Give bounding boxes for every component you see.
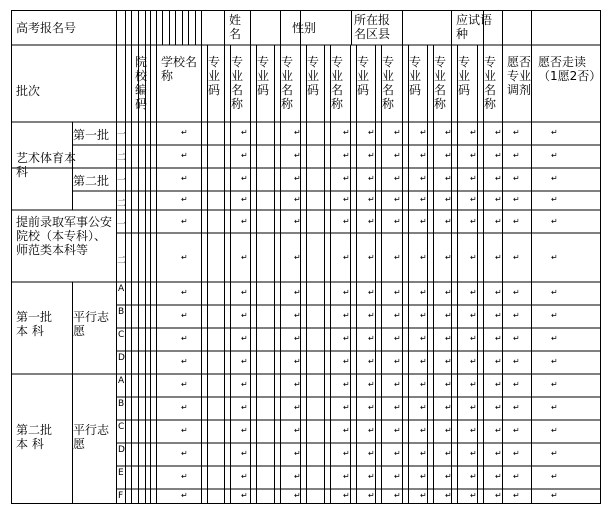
paragraph-mark: ↵ bbox=[445, 128, 452, 137]
paragraph-mark: ↵ bbox=[241, 491, 248, 500]
county-label: 所在报名区县 bbox=[354, 13, 391, 41]
paragraph-mark: ↵ bbox=[368, 151, 375, 160]
paragraph-mark: ↵ bbox=[394, 403, 401, 412]
paragraph-mark: ↵ bbox=[181, 174, 188, 183]
paragraph-mark: ↵ bbox=[241, 195, 248, 204]
paragraph-mark: ↵ bbox=[495, 449, 502, 458]
paragraph-mark: ↵ bbox=[470, 426, 477, 435]
paragraph-mark: ↵ bbox=[445, 426, 452, 435]
choice-letter: A bbox=[118, 376, 125, 386]
paragraph-mark: ↵ bbox=[294, 288, 301, 297]
paragraph-mark: ↵ bbox=[343, 311, 350, 320]
paragraph-mark: ↵ bbox=[394, 491, 401, 500]
choice-letter: B bbox=[118, 307, 125, 317]
paragraph-mark: ↵ bbox=[394, 426, 401, 435]
paragraph-mark: ↵ bbox=[495, 357, 502, 366]
paragraph-mark: ↵ bbox=[513, 449, 520, 458]
paragraph-mark: ↵ bbox=[181, 491, 188, 500]
paragraph-mark: ↵ bbox=[294, 472, 301, 481]
paragraph-mark: ↵ bbox=[294, 174, 301, 183]
paragraph-mark: ↵ bbox=[445, 357, 452, 366]
paragraph-mark: ↵ bbox=[470, 334, 477, 343]
paragraph-mark: ↵ bbox=[181, 217, 188, 226]
paragraph-mark: ↵ bbox=[343, 195, 350, 204]
paragraph-mark: ↵ bbox=[181, 288, 188, 297]
row-one: 一 bbox=[117, 130, 127, 140]
paragraph-mark: ↵ bbox=[368, 449, 375, 458]
paragraph-mark: ↵ bbox=[294, 128, 301, 137]
paragraph-mark: ↵ bbox=[420, 449, 427, 458]
paragraph-mark: ↵ bbox=[343, 472, 350, 481]
paragraph-mark: ↵ bbox=[551, 403, 558, 412]
paragraph-mark: ↵ bbox=[495, 195, 502, 204]
paragraph-mark: ↵ bbox=[513, 403, 520, 412]
paragraph-mark: ↵ bbox=[368, 217, 375, 226]
paragraph-mark: ↵ bbox=[181, 151, 188, 160]
paragraph-mark: ↵ bbox=[495, 311, 502, 320]
paragraph-mark: ↵ bbox=[294, 151, 301, 160]
paragraph-mark: ↵ bbox=[495, 288, 502, 297]
paragraph-mark: ↵ bbox=[368, 253, 375, 262]
major-code-header: 专业码 bbox=[458, 55, 471, 97]
paragraph-mark: ↵ bbox=[394, 449, 401, 458]
choice-letter: E bbox=[118, 468, 124, 478]
major-name-header: 专业名称 bbox=[382, 55, 395, 111]
paragraph-mark: ↵ bbox=[241, 334, 248, 343]
batch2-undergrad-label: 第二批 本 科 bbox=[16, 423, 53, 451]
paragraph-mark: ↵ bbox=[551, 449, 558, 458]
major-name-header: 专业名称 bbox=[281, 55, 294, 111]
paragraph-mark: ↵ bbox=[551, 217, 558, 226]
paragraph-mark: ↵ bbox=[551, 288, 558, 297]
paragraph-mark: ↵ bbox=[551, 195, 558, 204]
paragraph-mark: ↵ bbox=[495, 334, 502, 343]
paragraph-mark: ↵ bbox=[551, 151, 558, 160]
choice-letter: C bbox=[118, 330, 125, 340]
paragraph-mark: ↵ bbox=[420, 311, 427, 320]
paragraph-mark: ↵ bbox=[394, 288, 401, 297]
row-one: 一 bbox=[117, 220, 127, 230]
paragraph-mark: ↵ bbox=[445, 217, 452, 226]
major-code-header: 专业码 bbox=[357, 55, 370, 97]
paragraph-mark: ↵ bbox=[513, 357, 520, 366]
paragraph-mark: ↵ bbox=[394, 195, 401, 204]
paragraph-mark: ↵ bbox=[420, 128, 427, 137]
paragraph-mark: ↵ bbox=[420, 380, 427, 389]
paragraph-mark: ↵ bbox=[445, 472, 452, 481]
paragraph-mark: ↵ bbox=[294, 426, 301, 435]
paragraph-mark: ↵ bbox=[241, 151, 248, 160]
paragraph-mark: ↵ bbox=[551, 472, 558, 481]
choice-letter: D bbox=[118, 445, 125, 455]
paragraph-mark: ↵ bbox=[181, 195, 188, 204]
paragraph-mark: ↵ bbox=[470, 311, 477, 320]
paragraph-mark: ↵ bbox=[551, 426, 558, 435]
paragraph-mark: ↵ bbox=[241, 288, 248, 297]
paragraph-mark: ↵ bbox=[495, 217, 502, 226]
paragraph-mark: ↵ bbox=[513, 426, 520, 435]
paragraph-mark: ↵ bbox=[513, 151, 520, 160]
paragraph-mark: ↵ bbox=[241, 472, 248, 481]
paragraph-mark: ↵ bbox=[513, 195, 520, 204]
paragraph-mark: ↵ bbox=[470, 288, 477, 297]
paragraph-mark: ↵ bbox=[420, 253, 427, 262]
paragraph-mark: ↵ bbox=[394, 357, 401, 366]
paragraph-mark: ↵ bbox=[445, 288, 452, 297]
paragraph-mark: ↵ bbox=[513, 472, 520, 481]
paragraph-mark: ↵ bbox=[343, 288, 350, 297]
paragraph-mark: ↵ bbox=[294, 357, 301, 366]
application-form-table bbox=[11, 10, 601, 504]
paragraph-mark: ↵ bbox=[181, 472, 188, 481]
major-name-header: 专业名称 bbox=[331, 55, 344, 111]
major-code-header: 专业码 bbox=[208, 55, 221, 97]
paragraph-mark: ↵ bbox=[470, 380, 477, 389]
paragraph-mark: ↵ bbox=[343, 128, 350, 137]
paragraph-mark: ↵ bbox=[343, 380, 350, 389]
major-code-header: 专业码 bbox=[307, 55, 320, 97]
major-code-header: 专业码 bbox=[409, 55, 422, 97]
paragraph-mark: ↵ bbox=[551, 357, 558, 366]
paragraph-mark: ↵ bbox=[294, 253, 301, 262]
paragraph-mark: ↵ bbox=[470, 472, 477, 481]
paragraph-mark: ↵ bbox=[181, 380, 188, 389]
paragraph-mark: ↵ bbox=[470, 128, 477, 137]
paragraph-mark: ↵ bbox=[495, 128, 502, 137]
paragraph-mark: ↵ bbox=[368, 472, 375, 481]
paragraph-mark: ↵ bbox=[445, 380, 452, 389]
paragraph-mark: ↵ bbox=[394, 472, 401, 481]
paragraph-mark: ↵ bbox=[241, 426, 248, 435]
choice-letter: F bbox=[118, 491, 124, 501]
college-code-header: 院校编码 bbox=[135, 55, 148, 111]
paragraph-mark: ↵ bbox=[445, 449, 452, 458]
row-two: 二 bbox=[117, 256, 127, 266]
paragraph-mark: ↵ bbox=[294, 380, 301, 389]
paragraph-mark: ↵ bbox=[368, 426, 375, 435]
paragraph-mark: ↵ bbox=[294, 311, 301, 320]
paragraph-mark: ↵ bbox=[343, 449, 350, 458]
paragraph-mark: ↵ bbox=[420, 174, 427, 183]
paragraph-mark: ↵ bbox=[420, 217, 427, 226]
paragraph-mark: ↵ bbox=[513, 128, 520, 137]
paragraph-mark: ↵ bbox=[445, 311, 452, 320]
row-one: 一 bbox=[117, 176, 127, 186]
paragraph-mark: ↵ bbox=[294, 403, 301, 412]
batch-column-header: 批次 bbox=[16, 84, 41, 98]
paragraph-mark: ↵ bbox=[343, 426, 350, 435]
paragraph-mark: ↵ bbox=[241, 311, 248, 320]
paragraph-mark: ↵ bbox=[181, 426, 188, 435]
early-admission-label: 提前录取军事公安院校（本专科）、师范类本科等 bbox=[16, 215, 113, 257]
paragraph-mark: ↵ bbox=[181, 334, 188, 343]
paragraph-mark: ↵ bbox=[495, 151, 502, 160]
paragraph-mark: ↵ bbox=[470, 174, 477, 183]
paragraph-mark: ↵ bbox=[368, 357, 375, 366]
paragraph-mark: ↵ bbox=[470, 217, 477, 226]
paragraph-mark: ↵ bbox=[181, 311, 188, 320]
paragraph-mark: ↵ bbox=[394, 217, 401, 226]
paragraph-mark: ↵ bbox=[294, 449, 301, 458]
gender-label: 性别 bbox=[292, 21, 317, 35]
paragraph-mark: ↵ bbox=[368, 380, 375, 389]
batch1-undergrad-label: 第一批 本 科 bbox=[16, 310, 53, 338]
paragraph-mark: ↵ bbox=[495, 253, 502, 262]
paragraph-mark: ↵ bbox=[343, 403, 350, 412]
art-second-batch-label: 第二批 bbox=[73, 174, 110, 188]
paragraph-mark: ↵ bbox=[551, 174, 558, 183]
paragraph-mark: ↵ bbox=[445, 195, 452, 204]
paragraph-mark: ↵ bbox=[241, 449, 248, 458]
paragraph-mark: ↵ bbox=[495, 174, 502, 183]
art-first-batch-label: 第一批 bbox=[73, 128, 110, 142]
paragraph-mark: ↵ bbox=[445, 174, 452, 183]
paragraph-mark: ↵ bbox=[241, 217, 248, 226]
paragraph-mark: ↵ bbox=[420, 151, 427, 160]
paragraph-mark: ↵ bbox=[394, 174, 401, 183]
paragraph-mark: ↵ bbox=[241, 357, 248, 366]
paragraph-mark: ↵ bbox=[368, 288, 375, 297]
paragraph-mark: ↵ bbox=[394, 334, 401, 343]
paragraph-mark: ↵ bbox=[394, 311, 401, 320]
exam-number-label: 高考报名号 bbox=[16, 21, 77, 35]
paragraph-mark: ↵ bbox=[241, 128, 248, 137]
major-code-header: 专业码 bbox=[257, 55, 270, 97]
paragraph-mark: ↵ bbox=[470, 151, 477, 160]
paragraph-mark: ↵ bbox=[445, 253, 452, 262]
paragraph-mark: ↵ bbox=[420, 195, 427, 204]
adjust-header: 愿否专业调剂 bbox=[507, 55, 532, 97]
paragraph-mark: ↵ bbox=[420, 403, 427, 412]
row-two: 二 bbox=[117, 153, 127, 163]
paragraph-mark: ↵ bbox=[470, 491, 477, 500]
paragraph-mark: ↵ bbox=[368, 195, 375, 204]
paragraph-mark: ↵ bbox=[343, 151, 350, 160]
commute-header: 愿否走读（1愿2否） bbox=[538, 55, 602, 83]
paragraph-mark: ↵ bbox=[495, 403, 502, 412]
paragraph-mark: ↵ bbox=[368, 334, 375, 343]
language-label: 应试语种 bbox=[456, 13, 493, 41]
paragraph-mark: ↵ bbox=[513, 174, 520, 183]
paragraph-mark: ↵ bbox=[420, 426, 427, 435]
paragraph-mark: ↵ bbox=[420, 491, 427, 500]
paragraph-mark: ↵ bbox=[445, 151, 452, 160]
paragraph-mark: ↵ bbox=[513, 253, 520, 262]
paragraph-mark: ↵ bbox=[294, 334, 301, 343]
paragraph-mark: ↵ bbox=[420, 472, 427, 481]
paragraph-mark: ↵ bbox=[368, 311, 375, 320]
paragraph-mark: ↵ bbox=[513, 334, 520, 343]
paragraph-mark: ↵ bbox=[294, 217, 301, 226]
college-name-header: 学校名称 bbox=[161, 55, 198, 83]
paragraph-mark: ↵ bbox=[241, 380, 248, 389]
paragraph-mark: ↵ bbox=[241, 253, 248, 262]
paragraph-mark: ↵ bbox=[343, 334, 350, 343]
paragraph-mark: ↵ bbox=[294, 491, 301, 500]
major-name-header: 专业名称 bbox=[231, 55, 244, 111]
paragraph-mark: ↵ bbox=[513, 491, 520, 500]
row-two: 二 bbox=[117, 199, 127, 209]
paragraph-mark: ↵ bbox=[513, 217, 520, 226]
major-name-header: 专业名称 bbox=[434, 55, 447, 111]
paragraph-mark: ↵ bbox=[551, 311, 558, 320]
paragraph-mark: ↵ bbox=[241, 174, 248, 183]
paragraph-mark: ↵ bbox=[513, 311, 520, 320]
paragraph-mark: ↵ bbox=[343, 217, 350, 226]
paragraph-mark: ↵ bbox=[181, 128, 188, 137]
paragraph-mark: ↵ bbox=[420, 288, 427, 297]
paragraph-mark: ↵ bbox=[495, 380, 502, 389]
paragraph-mark: ↵ bbox=[343, 357, 350, 366]
paragraph-mark: ↵ bbox=[181, 403, 188, 412]
paragraph-mark: ↵ bbox=[445, 491, 452, 500]
paragraph-mark: ↵ bbox=[470, 357, 477, 366]
paragraph-mark: ↵ bbox=[343, 174, 350, 183]
paragraph-mark: ↵ bbox=[495, 426, 502, 435]
paragraph-mark: ↵ bbox=[368, 491, 375, 500]
major-name-header: 专业名称 bbox=[484, 55, 497, 111]
paragraph-mark: ↵ bbox=[420, 334, 427, 343]
paragraph-mark: ↵ bbox=[343, 253, 350, 262]
choice-letter: D bbox=[118, 353, 125, 363]
paragraph-mark: ↵ bbox=[470, 253, 477, 262]
paragraph-mark: ↵ bbox=[551, 334, 558, 343]
paragraph-mark: ↵ bbox=[181, 253, 188, 262]
paragraph-mark: ↵ bbox=[495, 491, 502, 500]
paragraph-mark: ↵ bbox=[513, 288, 520, 297]
paragraph-mark: ↵ bbox=[368, 403, 375, 412]
paragraph-mark: ↵ bbox=[470, 195, 477, 204]
choice-letter: C bbox=[118, 422, 125, 432]
paragraph-mark: ↵ bbox=[394, 380, 401, 389]
batch2-parallel-label: 平行志愿 bbox=[73, 423, 110, 451]
paragraph-mark: ↵ bbox=[394, 253, 401, 262]
batch1-parallel-label: 平行志愿 bbox=[73, 310, 110, 338]
paragraph-mark: ↵ bbox=[551, 253, 558, 262]
paragraph-mark: ↵ bbox=[181, 357, 188, 366]
paragraph-mark: ↵ bbox=[495, 472, 502, 481]
name-label: 姓名 bbox=[229, 13, 242, 41]
paragraph-mark: ↵ bbox=[343, 491, 350, 500]
paragraph-mark: ↵ bbox=[551, 128, 558, 137]
paragraph-mark: ↵ bbox=[368, 128, 375, 137]
paragraph-mark: ↵ bbox=[470, 449, 477, 458]
paragraph-mark: ↵ bbox=[394, 128, 401, 137]
art-sports-label: 艺术体育本科 bbox=[16, 151, 77, 179]
paragraph-mark: ↵ bbox=[470, 403, 477, 412]
paragraph-mark: ↵ bbox=[241, 403, 248, 412]
paragraph-mark: ↵ bbox=[394, 151, 401, 160]
paragraph-mark: ↵ bbox=[551, 491, 558, 500]
paragraph-mark: ↵ bbox=[445, 334, 452, 343]
paragraph-mark: ↵ bbox=[445, 403, 452, 412]
paragraph-mark: ↵ bbox=[513, 380, 520, 389]
paragraph-mark: ↵ bbox=[181, 449, 188, 458]
paragraph-mark: ↵ bbox=[551, 380, 558, 389]
choice-letter: A bbox=[118, 284, 125, 294]
paragraph-mark: ↵ bbox=[420, 357, 427, 366]
paragraph-mark: ↵ bbox=[368, 174, 375, 183]
paragraph-mark: ↵ bbox=[294, 195, 301, 204]
choice-letter: B bbox=[118, 399, 125, 409]
